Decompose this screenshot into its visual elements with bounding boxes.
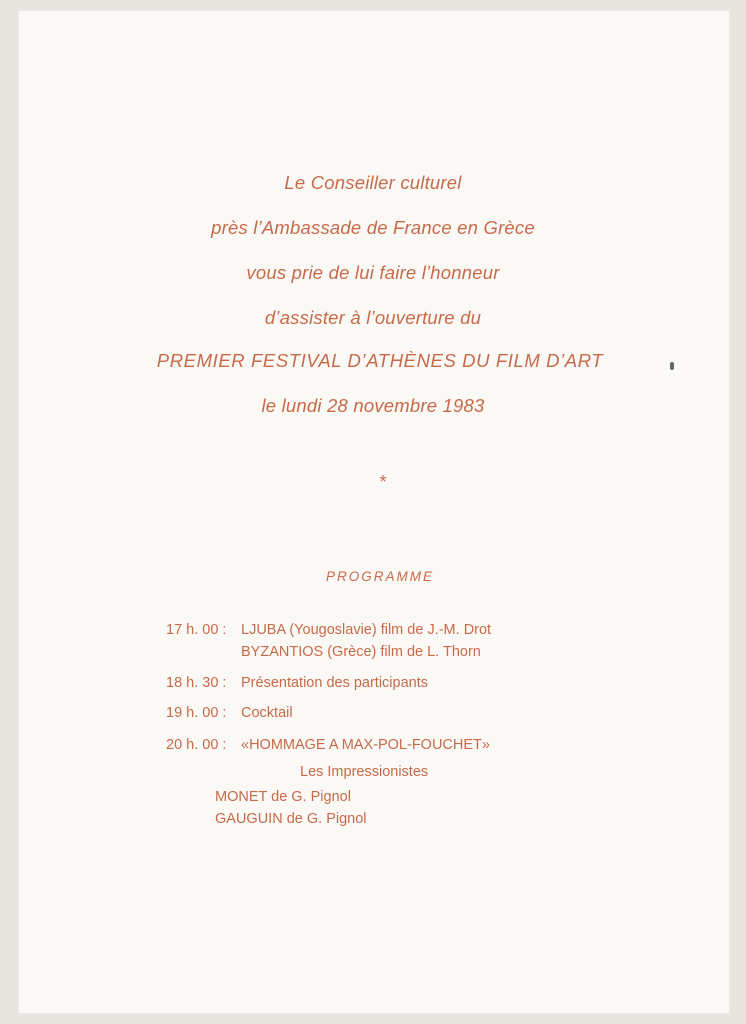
programme-item: Cocktail	[241, 705, 293, 721]
programme-item: «HOMMAGE A MAX-POL-FOUCHET»	[241, 737, 490, 753]
invitation-card	[18, 10, 730, 1014]
programme-time: 19 h. 00 :	[166, 705, 227, 721]
programme-subtitle: Les Impressionistes	[300, 764, 429, 780]
event-date: le lundi 28 novembre 1983	[261, 395, 485, 416]
festival-title: PREMIER FESTIVAL D’ATHÈNES DU FILM D’ART	[156, 350, 604, 371]
programme-item: BYZANTIOS (Grèce) film de L. Thorn	[241, 644, 481, 660]
programme-time: 20 h. 00 :	[166, 737, 227, 753]
programme-film: MONET de G. Pignol	[215, 789, 351, 805]
programme-time: 17 h. 00 :	[166, 622, 227, 638]
programme-time: 18 h. 30 :	[166, 675, 227, 691]
invitation-line-1: Le Conseiller culturel	[284, 172, 462, 193]
invitation-line-2: près l’Ambassade de France en Grèce	[211, 217, 535, 238]
invitation-line-3: vous prie de lui faire l’honneur	[246, 262, 500, 283]
invitation-line-4: d’assister à l’ouverture du	[264, 307, 482, 328]
programme-title: PROGRAMME	[325, 569, 434, 584]
programme-item: Présentation des participants	[241, 675, 428, 691]
programme-item: LJUBA (Yougoslavie) film de J.-M. Drot	[241, 622, 492, 638]
programme-film: GAUGUIN de G. Pignol	[215, 811, 367, 827]
separator-asterisk: *	[379, 472, 387, 492]
